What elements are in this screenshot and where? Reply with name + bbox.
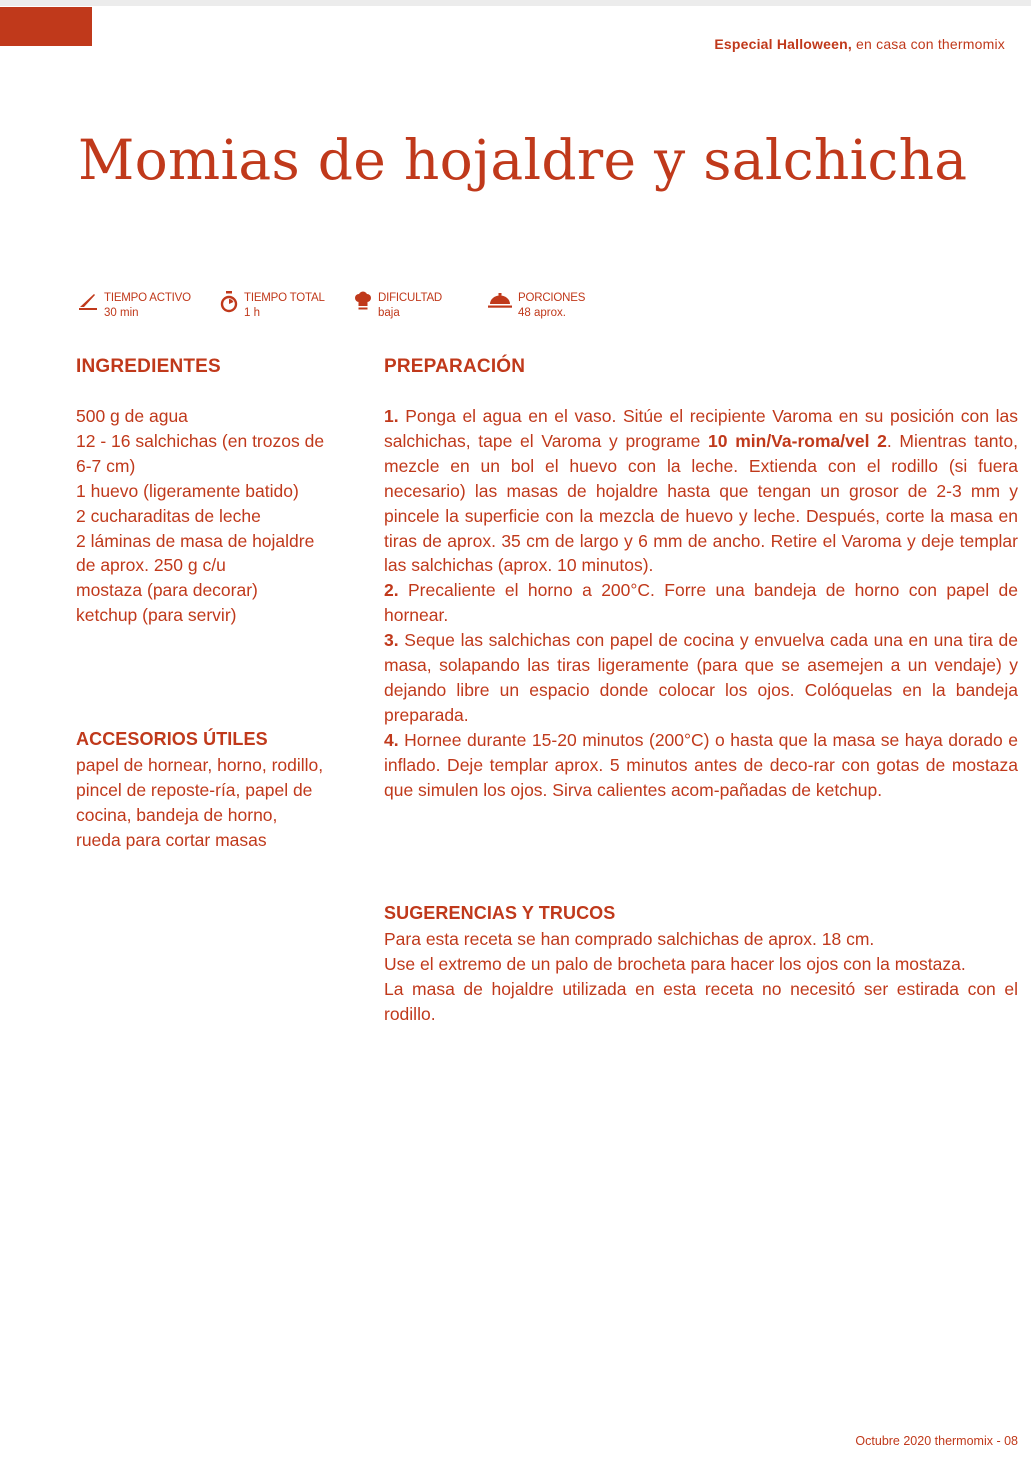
meta-servings: [488, 290, 585, 320]
meta-label: TIEMPO ACTIVO: [104, 292, 191, 304]
ingredient-item: 1 huevo (ligeramente batido): [76, 480, 299, 501]
step-text: Ponga el agua en el vaso. Sitúe el recipiente Varoma en su posición con las salchichas, tape el Varoma y programe: [384, 406, 1018, 451]
tip-item: Para esta receta se han comprado salchichas de aprox. 18 cm.: [384, 929, 875, 949]
ingredient-item: ketchup (para servir): [76, 605, 237, 626]
step-number: 2.: [384, 580, 399, 601]
meta-value: baja: [378, 307, 400, 319]
ingredients-list: [76, 404, 338, 628]
step-text: Precaliente el horno a 200°C. Forre una bandeja de horno con papel de hornear.: [384, 580, 1018, 626]
meta-value: 48 aprox.: [518, 307, 566, 319]
ingredient-item: 500 g de agua: [76, 406, 188, 426]
step-1: [384, 404, 1018, 578]
meta-value: 1 h: [244, 307, 260, 319]
step-text: Seque las salchichas con papel de cocina y envuelva cada una en una tira de masa, solapando las tiras ligeramente (para que se asemejen a un vendaje) y dejando libre un espacio donde colocar los ojos. Colóquelas en la bandeja preparada.: [384, 630, 1018, 725]
brand-tab: [0, 7, 92, 46]
ingredients-heading: INGREDIENTES: [76, 356, 221, 377]
step-number: 3.: [384, 630, 399, 651]
tip-item: La masa de hojaldre utilizada en esta receta no necesitó ser estirada con el rodillo.: [384, 978, 1018, 1024]
step-text: Hornee durante 15-20 minutos (200°C) o hasta que la masa se haya dorado e inflado. Deje templar aprox. 5 minutos antes de deco-rar con gotas de mostaza que simulen los ojos. Sirva calientes acom-pañadas de ketchup.: [384, 729, 1018, 800]
ingredient-item: 2 láminas de masa de hojaldre de aprox. 250 g c/u: [76, 530, 315, 576]
ingredient-item: 12 - 16 salchichas (en trozos de 6-7 cm): [76, 430, 325, 476]
recipe-title: Momias de hojaldre y salchicha: [78, 128, 968, 192]
meta-label: PORCIONES: [518, 292, 586, 304]
knife-icon: [78, 291, 98, 311]
step-setting: 10 min/Va-roma/vel 2: [708, 430, 887, 451]
step-3: [384, 628, 1018, 728]
tips-list: [384, 927, 1018, 1027]
ingredient-item: mostaza (para decorar): [76, 580, 258, 601]
meta-value: 30 min: [104, 307, 139, 319]
step-2: [384, 578, 1018, 628]
meta-total-time: [220, 290, 325, 320]
serving-dish-icon: [488, 291, 512, 311]
page-footer: Octubre 2020 thermomix - 08: [855, 1434, 1018, 1448]
meta-difficulty: [354, 290, 442, 320]
accessories-text: papel de hornear, horno, rodillo, pincel de reposte-ría, papel de cocina, bandeja de horno, rueda para cortar masas: [76, 755, 324, 850]
page-header: [714, 36, 1005, 52]
step-number: 1.: [384, 406, 399, 426]
tip-item: Use el extremo de un palo de brocheta para hacer los ojos con la mostaza.: [384, 953, 966, 974]
accessories-heading: ACCESORIOS ÚTILES: [76, 729, 268, 749]
step-number: 4.: [384, 729, 399, 750]
meta-label: DIFICULTAD: [378, 292, 443, 304]
top-divider: [0, 0, 1031, 6]
ingredient-item: 2 cucharaditas de leche: [76, 505, 261, 526]
chef-hat-icon: [354, 291, 372, 313]
preparation-heading: PREPARACIÓN: [384, 356, 526, 377]
meta-label: TIEMPO TOTAL: [244, 292, 325, 304]
step-text: . Mientras tanto, mezcle en un bol el huevo con la leche. Extienda con el rodillo (si fuera necesario) las masas de hojaldre hasta que tengan un grosor de 2-3 mm y pincele la superficie con la mezcla de huevo y leche. Después, corte la masa en tiras de aprox. 35 cm de largo y 6 mm de ancho. Retire el Varoma y deje templar las salchichas (aprox. 10 minutos).: [384, 430, 1018, 576]
header-publication: en casa con thermomix: [851, 36, 1005, 52]
tips-heading: SUGERENCIAS Y TRUCOS: [384, 903, 616, 923]
header-section: Especial Halloween,: [714, 36, 852, 52]
timer-icon: [220, 291, 238, 313]
step-4: [384, 728, 1018, 803]
preparation-steps: [384, 404, 1018, 803]
meta-active-time: [78, 290, 191, 320]
